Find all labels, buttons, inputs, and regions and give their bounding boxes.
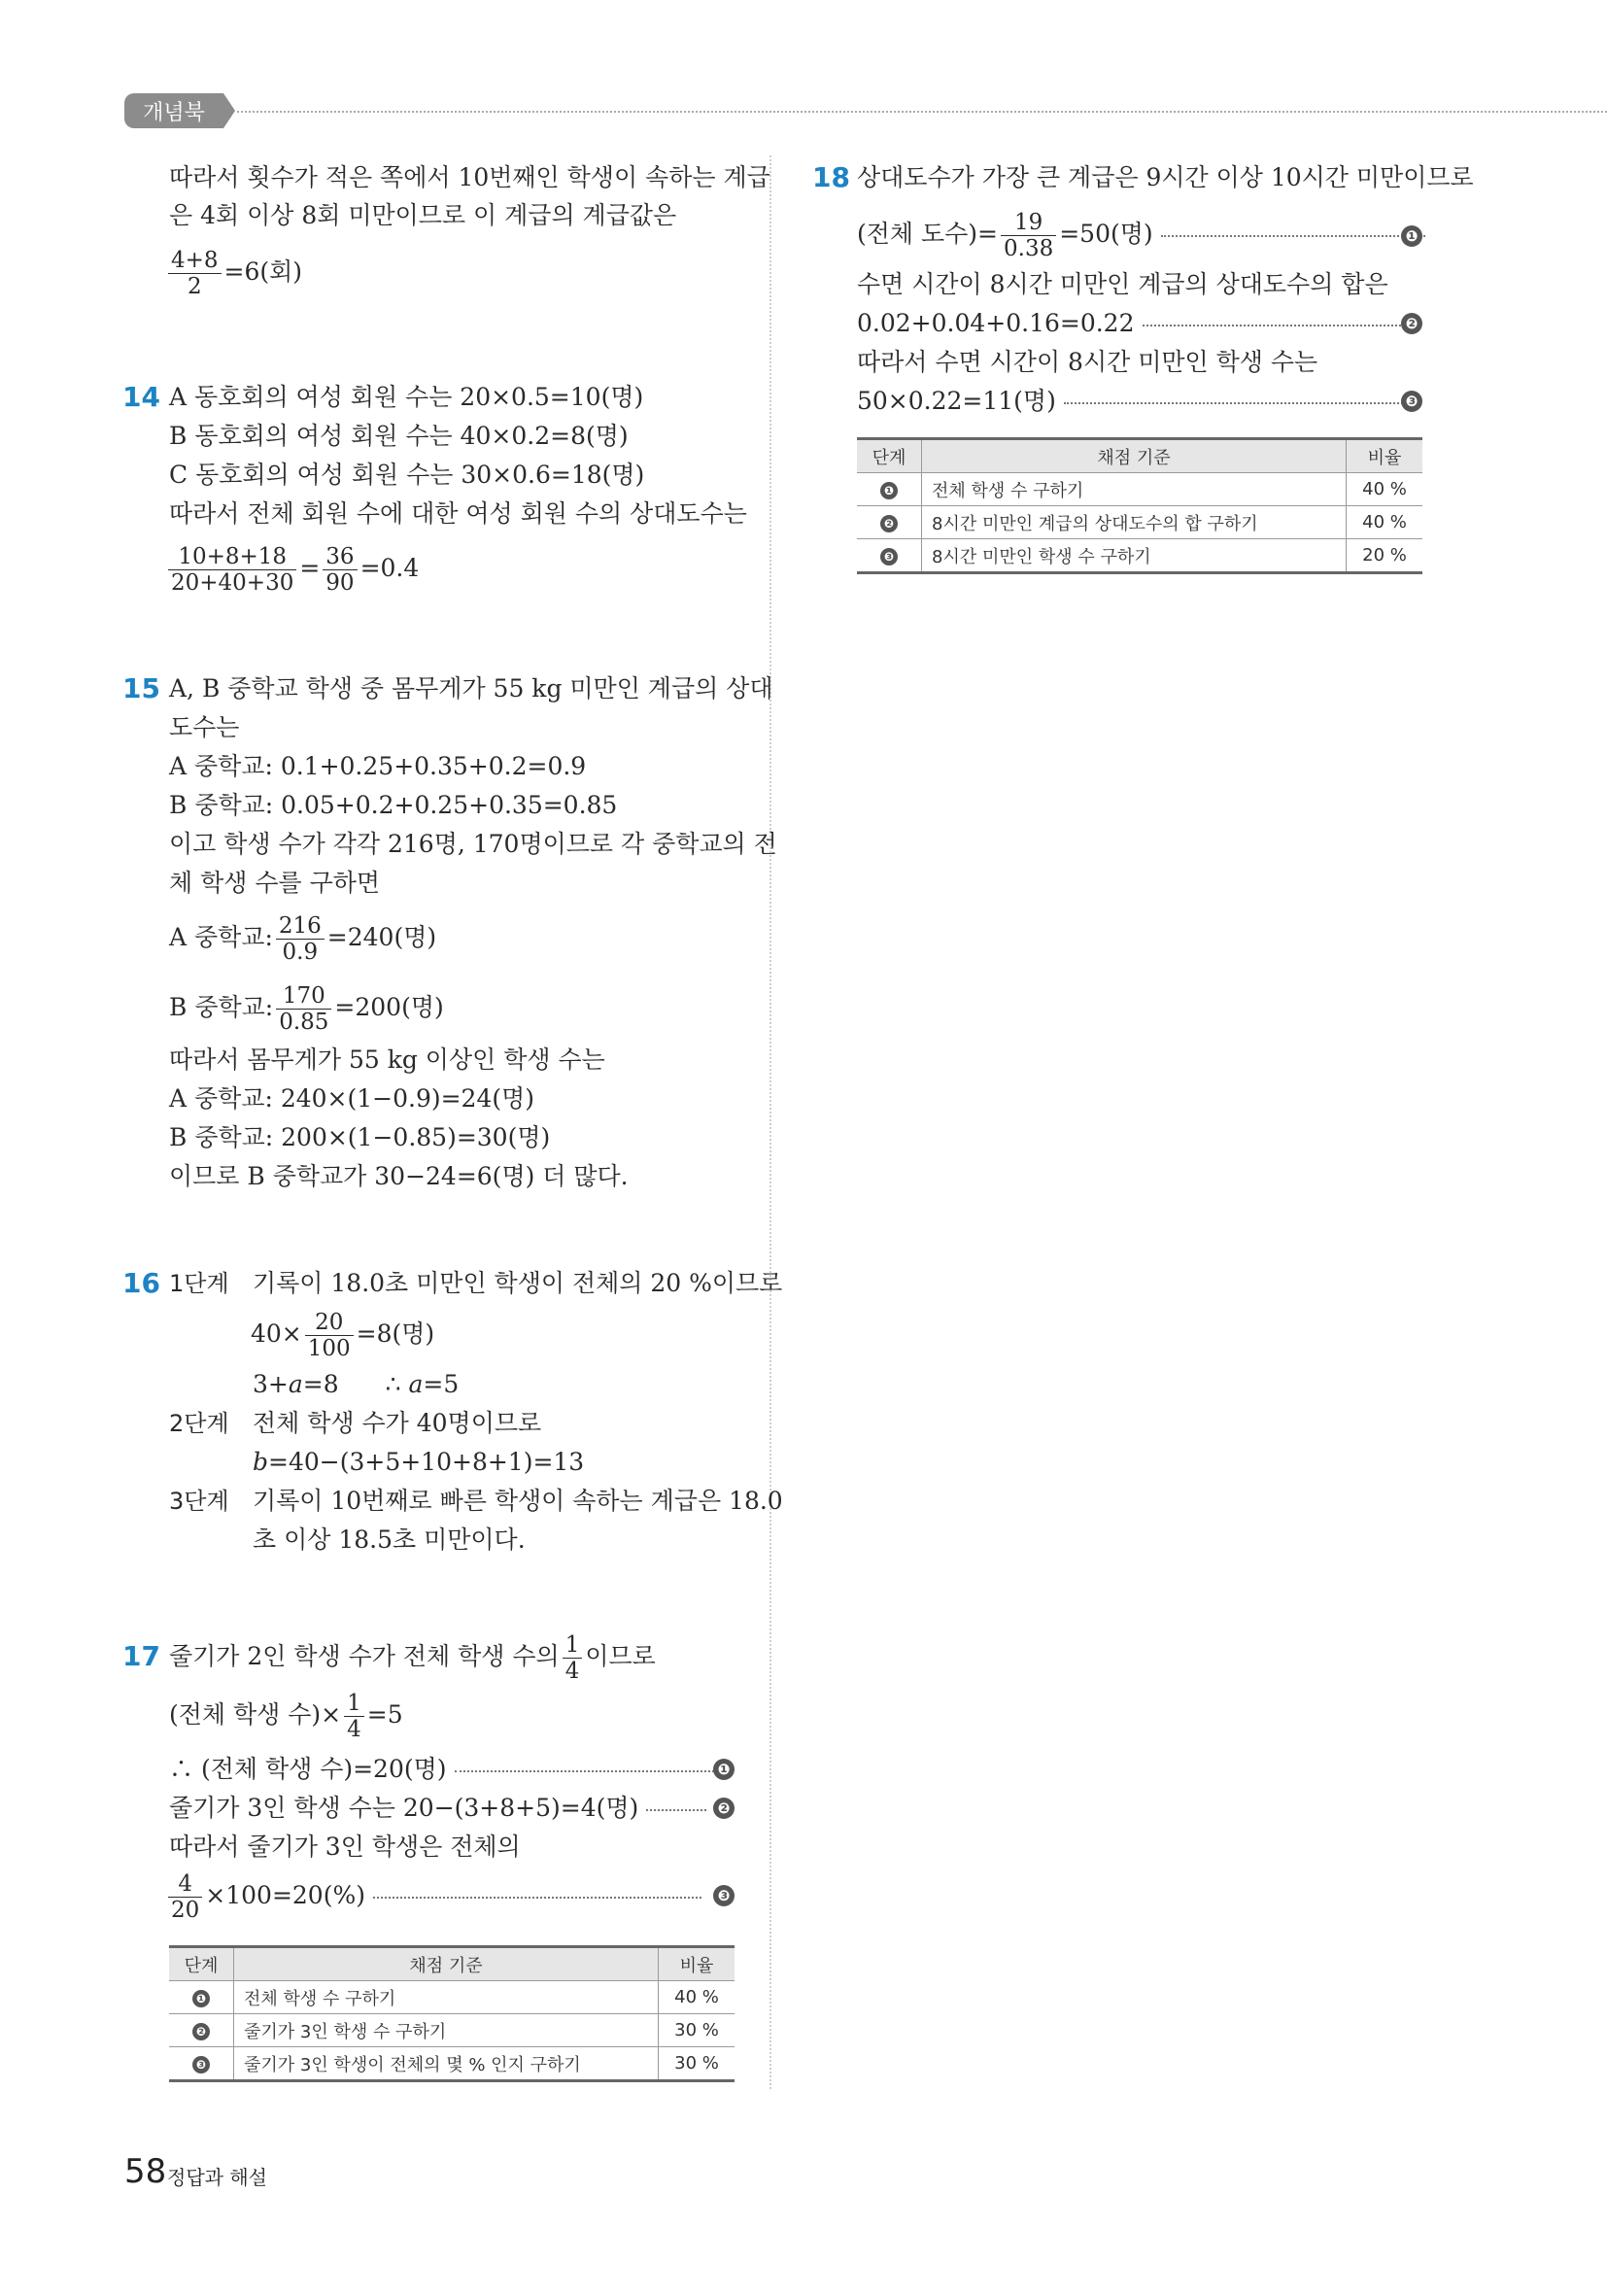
formula-line: (전체 도수)= $\frac{19}{0.38}$ =50(명) [857,204,1433,264]
step-label: 2단계 [169,1410,229,1437]
text-line: 이고 학생 수가 각각 216명, 170명이므로 각 중학교의 전 [169,830,777,858]
formula-line: b=40−(3+5+10+8+1)=13 [253,1448,585,1476]
table-row [857,506,1422,539]
text-line: 상대도수가 가장 큰 계급은 9시간 이상 10시간 미만이므로 [857,163,1474,191]
step-label: 1단계 [169,1270,229,1297]
dotted-leader [1064,402,1406,404]
step-marker-2: ❷ [713,1798,735,1819]
fraction: $\frac{4}{20}$ [168,1871,202,1923]
formula-line: $\frac{4+8}{2}$ =6(회) [165,243,302,301]
table-header: 비율 [1347,439,1423,473]
dotted-leader [1161,235,1425,237]
scoring-table [857,437,1422,574]
table-row [169,2047,735,2081]
dotted-leader [373,1897,701,1899]
table-cell: 전체 학생 수 구하기 [234,1981,659,2014]
table-cell: ❸ [857,539,922,573]
text-line: A 동호회의 여성 회원 수는 20×0.5=10(명) [169,383,644,411]
text-line: A 중학교: 240×(1−0.9)=24(명) [169,1084,535,1113]
table-cell: ❶ [857,473,922,506]
text-line: A, B 중학교 학생 중 몸무게가 55 kg 미만인 계급의 상대 [169,674,773,703]
table-cell: 40 % [1347,473,1423,506]
fraction: $\frac{10+8+18}{20+40+30}$ [168,544,296,596]
step-marker-1: ❶ [1401,225,1422,247]
fraction: $\frac{36}{90}$ [323,544,357,596]
problem-number: 15 [122,672,160,704]
table-row [857,473,1422,506]
dotted-leader [455,1770,722,1772]
table-cell: 20 % [1347,539,1423,573]
text-line: ∴ (전체 학생 수)=20(명) [169,1753,730,1786]
step-label: 3단계 [169,1488,229,1515]
formula-line: $\frac{4}{20}$ ×100=20(%) [165,1866,709,1926]
page-number: 58 [124,2152,167,2191]
text-line: 따라서 줄기가 3인 학생은 전체의 [169,1833,521,1861]
footer-label: 정답과 해설 [167,2166,267,2189]
section-tab-arrow [223,93,235,128]
text-line: A 중학교: 0.1+0.25+0.35+0.2=0.9 [169,752,587,780]
text-line: B 중학교: 200×(1−0.85)=30(명) [169,1123,551,1151]
text-line: 기록이 10번째로 빠른 학생이 속하는 계급은 18.0 [253,1487,783,1515]
table-row [169,1981,735,2014]
column-divider [769,155,771,2089]
problem-number: 17 [122,1640,160,1672]
step-marker-3: ❸ [713,1885,735,1906]
table-cell: 전체 학생 수 구하기 [922,473,1347,506]
formula-line: B 중학교: $\frac{170}{0.85}$ =200(명) [169,983,444,1035]
table-cell: 40 % [659,1981,735,2014]
text-line: 따라서 전체 회원 수에 대한 여성 회원 수의 상대도수는 [169,499,747,528]
text-line: 전체 학생 수가 40명이므로 [253,1409,542,1437]
table-cell: 줄기가 3인 학생이 전체의 몇 % 인지 구하기 [234,2047,659,2081]
text-line: 따라서 횟수가 적은 쪽에서 10번째인 학생이 속하는 계급 [169,163,770,191]
scoring-table [169,1945,735,2082]
table-cell: ❷ [169,2014,234,2047]
formula-line: 3+a=8 ∴ a=5 [253,1370,460,1398]
table-header: 단계 [857,439,922,473]
text-line: 도수는 [169,713,240,741]
table-row [169,2014,735,2047]
formula-line: $\frac{10+8+18}{20+40+30}$ = $\frac{36}{90}$ =0.4 [165,538,419,599]
text-line: C 동호회의 여성 회원 수는 30×0.6=18(명) [169,461,645,489]
table-header: 비율 [659,1947,735,1981]
text-line: 수면 시간이 8시간 미만인 계급의 상대도수의 합은 [857,270,1388,298]
table-cell: 8시간 미만인 학생 수 구하기 [922,539,1347,573]
table-cell: 줄기가 3인 학생 수 구하기 [234,2014,659,2047]
table-cell: 30 % [659,2014,735,2047]
table-cell: ❶ [169,1981,234,2014]
dotted-leader [1143,325,1417,326]
problem-number: 18 [812,161,850,193]
formula-line: 40× $\frac{20}{100}$ =8(명) [251,1310,435,1361]
table-row [857,539,1422,573]
text-line: 이므로 B 중학교가 30−24=6(명) 더 많다. [169,1162,629,1190]
table-cell: 8시간 미만인 계급의 상대도수의 합 구하기 [922,506,1347,539]
table-cell: 40 % [1347,506,1423,539]
step-marker-1: ❶ [713,1759,735,1780]
text-line: 초 이상 18.5초 미만이다. [253,1525,526,1554]
table-header-row [857,439,1422,473]
text-line: 체 학생 수를 구하면 [169,869,381,897]
problem-number: 16 [122,1267,160,1299]
text-line: B 중학교: 0.05+0.2+0.25+0.35=0.85 [169,791,618,819]
table-header-row [169,1947,735,1981]
table-header: 단계 [169,1947,234,1981]
table-cell: 30 % [659,2047,735,2081]
text-line: 따라서 몸무게가 55 kg 이상인 학생 수는 [169,1045,605,1074]
table-cell: ❷ [857,506,922,539]
table-header: 채점 기준 [234,1947,659,1981]
formula-line: 줄기가 2인 학생 수가 전체 학생 수의 $\frac{1}{4}$ 이므로 [169,1632,656,1684]
step-marker-3: ❸ [1401,391,1422,412]
fraction: $\frac{20}{100}$ [305,1310,354,1361]
fraction: $\frac{4+8}{2}$ [168,248,222,299]
text-line: 50×0.22=11(명) [857,385,1414,418]
dotted-leader [646,1809,706,1811]
fraction: $\frac{19}{0.38}$ [1001,210,1056,261]
step-marker-2: ❷ [1401,313,1422,334]
problem-number: 14 [122,381,160,413]
fraction: $\frac{170}{0.85}$ [276,983,331,1035]
text-line: 0.02+0.04+0.16=0.22 [857,307,1424,340]
table-cell: ❸ [169,2047,234,2081]
formula-line: A 중학교: $\frac{216}{0.9}$ =240(명) [169,913,437,965]
table-header: 채점 기준 [922,439,1347,473]
text-line: 따라서 수면 시간이 8시간 미만인 학생 수는 [857,348,1318,376]
fraction: $\frac{216}{0.9}$ [276,913,325,965]
text-line: 줄기가 3인 학생 수는 20−(3+8+5)=4(명) [169,1792,714,1825]
section-tab: 개념북 [124,93,223,128]
text-line: 은 4회 이상 8회 미만이므로 이 계급의 계급값은 [169,201,677,229]
fraction: $\frac{1}{4}$ [344,1691,364,1742]
formula-line: (전체 학생 수)× $\frac{1}{4}$ =5 [169,1691,403,1742]
text-line: 기록이 18.0초 미만인 학생이 전체의 20 %이므로 [253,1269,783,1297]
text-line: B 동호회의 여성 회원 수는 40×0.2=8(명) [169,422,629,450]
fraction: $\frac{1}{4}$ [563,1632,583,1684]
header-divider [237,111,1607,113]
